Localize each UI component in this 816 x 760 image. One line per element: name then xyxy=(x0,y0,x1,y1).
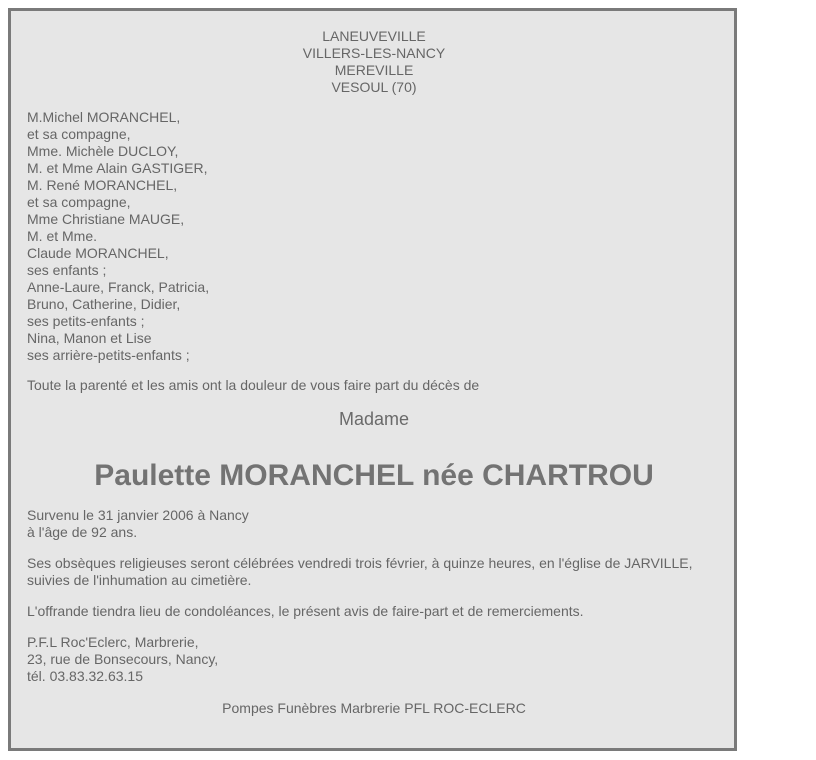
announcement-intro: Toute la parenté et les amis ont la douleur de vous faire part du décès de xyxy=(27,377,480,393)
funeral-line: suivies de l'inhumation au cimetière. xyxy=(27,572,252,588)
contact-line: 23, rue de Bonsecours, Nancy, xyxy=(27,651,219,667)
death-info-line: à l'âge de 92 ans. xyxy=(27,524,138,540)
family-list xyxy=(27,109,721,364)
funeral-home-contact xyxy=(27,634,721,685)
funeral-info xyxy=(27,555,721,589)
offering-note: L'offrande tiendra lieu de condoléances, le présent avis de faire-part et de remerciements. xyxy=(27,603,584,619)
town-line: LANEUVEVILLE xyxy=(322,28,426,44)
death-notice xyxy=(8,8,737,751)
family-line: M.Michel MORANCHEL, xyxy=(27,109,181,125)
family-line: ses enfants ; xyxy=(27,262,107,278)
family-line: ses arrière-petits-enfants ; xyxy=(27,347,190,363)
contact-line: tél. 03.83.32.63.15 xyxy=(27,668,143,684)
funeral-line: Ses obsèques religieuses seront célébrées vendredi trois février, à quinze heures, en l'église de JARVILLE, xyxy=(27,555,693,571)
family-line: et sa compagne, xyxy=(27,194,131,210)
family-line: et sa compagne, xyxy=(27,126,131,142)
contact-line: P.F.L Roc'Eclerc, Marbrerie, xyxy=(27,634,199,650)
town-line: VILLERS-LES-NANCY xyxy=(302,45,446,61)
family-line: Claude MORANCHEL, xyxy=(27,245,169,261)
town-line: MEREVILLE xyxy=(334,62,414,78)
family-line: ses petits-enfants ; xyxy=(27,313,145,329)
death-info-line: Survenu le 31 janvier 2006 à Nancy xyxy=(27,507,249,523)
family-line: M. et Mme. xyxy=(27,228,98,244)
family-line: Mme Christiane MAUGE, xyxy=(27,211,185,227)
death-info xyxy=(27,507,721,541)
family-line: M. René MORANCHEL, xyxy=(27,177,178,193)
deceased-name: Paulette MORANCHEL née CHARTROU xyxy=(94,459,654,492)
family-line: M. et Mme Alain GASTIGER, xyxy=(27,160,208,176)
towns-list xyxy=(27,28,721,96)
family-line: Anne-Laure, Franck, Patricia, xyxy=(27,279,210,295)
family-line: Nina, Manon et Lise xyxy=(27,330,152,346)
funeral-home-footer: Pompes Funèbres Marbrerie PFL ROC-ECLERC xyxy=(222,700,526,716)
family-line: Bruno, Catherine, Didier, xyxy=(27,296,181,312)
town-line: VESOUL (70) xyxy=(331,79,417,95)
notice-content xyxy=(27,11,721,717)
family-line: Mme. Michèle DUCLOY, xyxy=(27,143,179,159)
honorific-title: Madame xyxy=(338,409,410,429)
